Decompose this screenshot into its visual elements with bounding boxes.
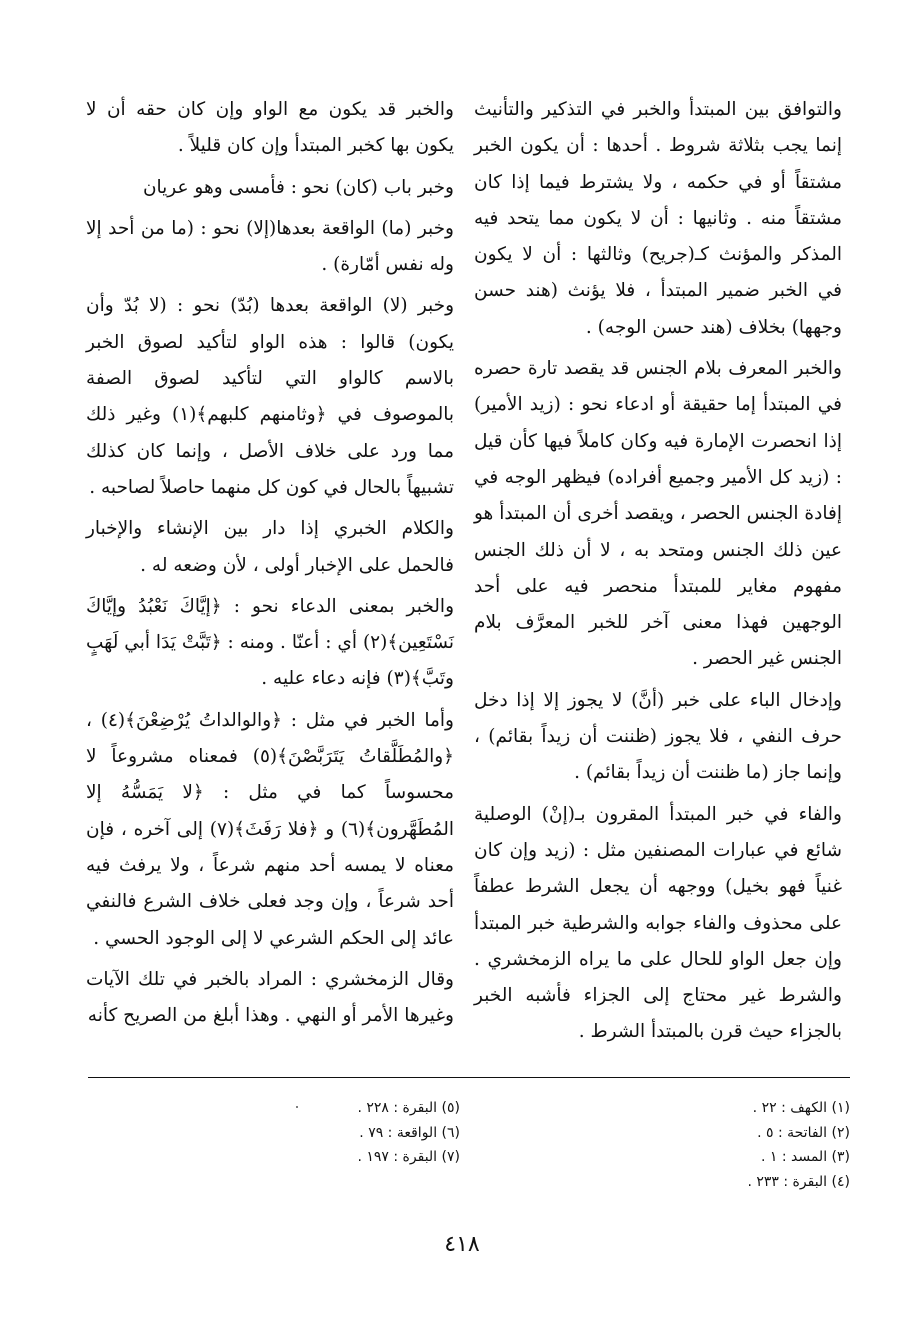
footnote-separator — [88, 1077, 850, 1078]
footnote-1: (١) الكهف : ٢٢ . — [752, 1100, 850, 1116]
footnote-3: (٣) المسد : ١ . — [760, 1149, 850, 1165]
footnotes-right — [600, 1096, 850, 1194]
footnote-6: (٦) الواقعة : ٧٩ . — [359, 1124, 460, 1141]
paragraph-definite-predicate: والخبر المعرف بلام الجنس قد يقصد تارة حصره في المبتدأ إما حقيقة أو ادعاء نحو : (زيد الأمير) إذا انحصرت الإمارة فيه وكان كاملاً فيها كأن قيل : (زيد كل الأمير وجميع أفراده) فيظهر الوجه في إفادة الجنس الحصر ، ويقصد أخرى أن المبتدأ هو عين ذلك الجنس ومتحد به ، لا أن ذلك الجنس مفهوم مغاير للمبتدأ منحصر فيه على أحد الوجهين فهذا معنى آخر للخبر المعرَّف بلام الجنس غير الحصر . — [474, 358, 842, 670]
paragraph-predicate-as-prayer: والخبر بمعنى الدعاء نحو : ﴿إيَّاكَ نَعْبُدُ وإيَّاكَ نَسْتَعِين﴾(٢) أي : أعنّا . ومنه : ﴿تَبَّتْ يَدَا أبي لَهَبٍ وتَبَّ﴾(٣) فإنه دعاء عليه . — [86, 595, 454, 690]
footnotes-left — [180, 1096, 460, 1170]
footnote-7: (٧) البقرة : ١٩٧ . — [357, 1149, 460, 1165]
paragraph-ma-illa: وخبر (ما) الواقعة بعدها(إلا) نحو : (ما من أحد إلا وله نفس أمّارة) . — [86, 217, 454, 276]
paragraph-informative-speech: والكلام الخبري إذا دار بين الإنشاء والإخبار فالحمل على الإخبار أولى ، لأن وضعه له . — [86, 518, 454, 576]
left-text-column — [86, 92, 454, 1034]
paragraph-la-budd: وخبر (لا) الواقعة بعدها (بُدّ) نحو : (لا بُدّ وأن يكون) قالوا : هذه الواو لتأكيد لصوق الخبر بالاسم كالواو التي لتأكيد لصوق الصفة بالموصوف في ﴿وثامنهم كلبهم﴾(١) وغير ذلك مما ورد على خلاف الأصل ، وإنما كان كذلك تشبيهاً بالحال في كون كل منهما حاصلاً لصاحبه . — [86, 295, 455, 498]
paragraph-fa-in-predicate: والفاء في خبر المبتدأ المقرون بـ(إنْ) الوصلية شائع في عبارات المصنفين مثل : (زيد وإن كان غنياً فهو بخيل) ووجهه أن يجعل الشرط عطفاً على محذوف والفاء جوابه والشرطية خبر المبتدأ وإن جعل الواو للحال على ما يراه الزمخشري . والشرط غير محتاج إلى الجزاء فأشبه الخبر بالجزاء حيث قرن بالمبتدأ الشرط . — [474, 803, 842, 1043]
footnote-5: (٥) البقرة : ٢٢٨ . — [357, 1100, 460, 1116]
right-text-column — [474, 92, 842, 1051]
paragraph-ba-on-anna: وإدخال الباء على خبر (أنَّ) لا يجوز إلا إذا دخل حرف النفي ، فلا يجوز (ظننت أن زيداً بقائم) ، وإنما جاز (ما ظننت أن زيداً بقائم) . — [474, 689, 842, 784]
paragraph-kana-predicate: وخبر باب (كان) نحو : فأمسى وهو عريان — [142, 176, 454, 198]
paragraph-legal-predicate: وأما الخبر في مثل : ﴿والوالداتُ يُرْضِعْنَ﴾(٤) ، ﴿والمُطَلَّقاتُ يَتَرَبَّصْنَ﴾(٥) فمعناه مشروعاً لا محسوساً كما في مثل : ﴿لا يَمَسُّهُ إلا المُطَهَّرون﴾(٦) و ﴿فلا رَفَثَ﴾(٧) إلى آخره ، فإن معناه لا يمسه أحد منهم شرعاً ، ولا يرفث فيه أحد شرعاً ، وإن وجد فعلى خلاف الشرع فالنفي عائد إلى الحكم الشرعي لا إلى الوجود الحسي . — [86, 709, 455, 949]
page-number: ٤١٨ — [444, 1232, 480, 1257]
paragraph-predicate-with-waw: والخبر قد يكون مع الواو وإن كان حقه أن لا يكون بها كخبر المبتدأ وإن كان قليلاً . — [86, 99, 454, 157]
paragraph-zamakhshari: وقال الزمخشري : المراد بالخبر في تلك الآيات وغيرها الأمر أو النهي . وهذا أبلغ من الصريح كأنه — [86, 968, 454, 1027]
paragraph-agreement: والتوافق بين المبتدأ والخبر في التذكير والتأنيث إنما يجب بثلاثة شروط . أحدها : أن يكون الخبر مشتقاً أو في حكمه ، ولا يشترط فيما إذا كان مشتقاً منه . وثانيها : أن لا يكون مما يتحد فيه المذكر والمؤنث كـ(جريح) وثالثها : أن لا يكون في الخبر ضمير المبتدأ ، فلا يؤنث (هند حسن وجهها) بخلاف (هند حسن الوجه) . — [474, 99, 842, 338]
footnote-2: (٢) الفاتحة : ٥ . — [757, 1124, 850, 1141]
footnote-4: (٤) البقرة : ٢٣٣ . — [747, 1173, 850, 1190]
